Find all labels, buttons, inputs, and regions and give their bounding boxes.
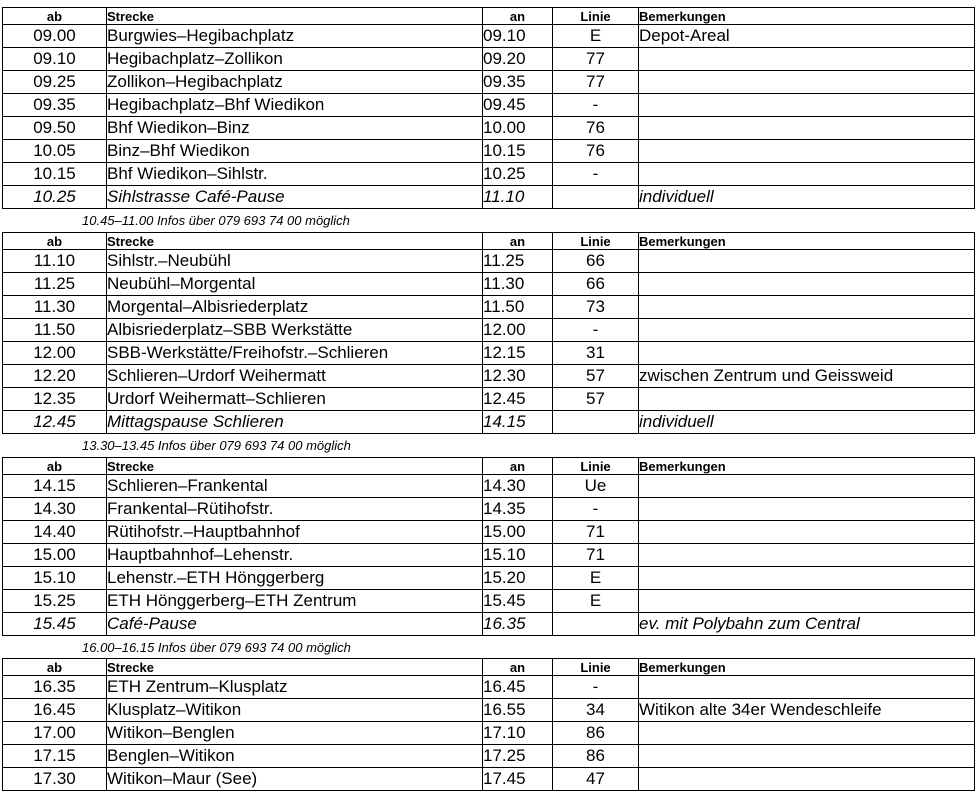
cell-bemerkungen [639,768,975,791]
cell-ab: 09.35 [3,94,107,117]
cell-an: 10.15 [483,140,553,163]
column-header-bemerkungen: Bemerkungen [639,233,975,250]
cell-bemerkungen [639,676,975,699]
column-header-ab: ab [3,458,107,475]
cell-linie: 57 [553,388,639,411]
cell-linie: - [553,94,639,117]
cell-ab: 14.15 [3,475,107,498]
cell-bemerkungen [639,590,975,613]
cell-strecke: Sihlstrasse Café-Pause [107,186,483,209]
cell-strecke: Sihlstr.–Neubühl [107,250,483,273]
cell-linie [553,613,639,636]
table-row [3,411,975,434]
cell-ab: 16.35 [3,676,107,699]
cell-an: 17.45 [483,768,553,791]
cell-bemerkungen [639,722,975,745]
cell-ab: 12.20 [3,365,107,388]
cell-linie: 86 [553,745,639,768]
cell-bemerkungen: Witikon alte 34er Wendeschleife [639,699,975,722]
column-header-ab: ab [3,659,107,676]
table-row [3,48,975,71]
cell-strecke: Mittagspause Schlieren [107,411,483,434]
cell-ab: 09.25 [3,71,107,94]
cell-strecke: Witikon–Maur (See) [107,768,483,791]
cell-bemerkungen: ev. mit Polybahn zum Central [639,613,975,636]
cell-ab: 12.45 [3,411,107,434]
cell-linie: 66 [553,273,639,296]
table-row [3,25,975,48]
cell-bemerkungen [639,296,975,319]
cell-bemerkungen [639,163,975,186]
cell-strecke: ETH Zentrum–Klusplatz [107,676,483,699]
cell-linie [553,411,639,434]
cell-bemerkungen [639,544,975,567]
table-row [3,163,975,186]
cell-linie: Ue [553,475,639,498]
cell-an: 11.25 [483,250,553,273]
cell-linie: - [553,163,639,186]
cell-bemerkungen [639,388,975,411]
cell-bemerkungen: individuell [639,411,975,434]
cell-strecke: SBB-Werkstätte/Freihofstr.–Schlieren [107,342,483,365]
cell-linie: 77 [553,71,639,94]
table-row [3,699,975,722]
cell-linie: 76 [553,140,639,163]
cell-an: 12.45 [483,388,553,411]
cell-strecke: Morgental–Albisriederplatz [107,296,483,319]
table-row [3,521,975,544]
cell-strecke: Schlieren–Urdorf Weihermatt [107,365,483,388]
table-row [3,365,975,388]
info-note: 16.00–16.15 Infos über 079 693 74 00 möglich [82,640,351,655]
cell-an: 15.45 [483,590,553,613]
table-row [3,273,975,296]
cell-strecke: Hauptbahnhof–Lehenstr. [107,544,483,567]
cell-linie: - [553,676,639,699]
cell-ab: 14.30 [3,498,107,521]
cell-strecke: Bhf Wiedikon–Binz [107,117,483,140]
table-row [3,319,975,342]
cell-bemerkungen [639,498,975,521]
column-header-an: an [483,659,553,676]
column-header-bemerkungen: Bemerkungen [639,458,975,475]
column-header-strecke: Strecke [107,8,483,25]
table-row [3,567,975,590]
cell-ab: 16.45 [3,699,107,722]
cell-linie: 76 [553,117,639,140]
cell-ab: 15.45 [3,613,107,636]
column-header-ab: ab [3,8,107,25]
cell-linie: E [553,590,639,613]
cell-strecke: Schlieren–Frankental [107,475,483,498]
cell-bemerkungen [639,342,975,365]
schedule-table-2 [2,232,975,434]
cell-ab: 17.30 [3,768,107,791]
cell-linie: 71 [553,544,639,567]
cell-an: 16.35 [483,613,553,636]
cell-an: 17.10 [483,722,553,745]
table-row [3,250,975,273]
cell-strecke: Binz–Bhf Wiedikon [107,140,483,163]
table-row [3,745,975,768]
cell-strecke: Café-Pause [107,613,483,636]
cell-ab: 10.15 [3,163,107,186]
cell-ab: 10.05 [3,140,107,163]
cell-strecke: Zollikon–Hegibachplatz [107,71,483,94]
cell-bemerkungen [639,521,975,544]
cell-an: 10.00 [483,117,553,140]
cell-ab: 11.30 [3,296,107,319]
cell-bemerkungen: Depot-Areal [639,25,975,48]
cell-an: 11.30 [483,273,553,296]
cell-strecke: Neubühl–Morgental [107,273,483,296]
cell-bemerkungen [639,117,975,140]
column-header-an: an [483,458,553,475]
cell-linie: 66 [553,250,639,273]
column-header-an: an [483,8,553,25]
cell-strecke: Albisriederplatz–SBB Werkstätte [107,319,483,342]
cell-an: 12.00 [483,319,553,342]
cell-an: 16.45 [483,676,553,699]
table-row [3,498,975,521]
table-row [3,140,975,163]
cell-strecke: Hegibachplatz–Zollikon [107,48,483,71]
column-header-linie: Linie [553,233,639,250]
cell-bemerkungen [639,140,975,163]
cell-linie: E [553,567,639,590]
table-row [3,388,975,411]
header-row [3,8,975,25]
table-row [3,613,975,636]
cell-linie: 71 [553,521,639,544]
cell-an: 15.10 [483,544,553,567]
cell-an: 14.35 [483,498,553,521]
column-header-bemerkungen: Bemerkungen [639,659,975,676]
cell-strecke: Frankental–Rütihofstr. [107,498,483,521]
cell-ab: 14.40 [3,521,107,544]
cell-linie [553,186,639,209]
cell-strecke: Burgwies–Hegibachplatz [107,25,483,48]
cell-strecke: Hegibachplatz–Bhf Wiedikon [107,94,483,117]
cell-bemerkungen [639,48,975,71]
cell-ab: 09.50 [3,117,107,140]
table-row [3,722,975,745]
header-row [3,233,975,250]
column-header-linie: Linie [553,659,639,676]
column-header-linie: Linie [553,458,639,475]
cell-an: 14.30 [483,475,553,498]
cell-linie: 57 [553,365,639,388]
schedule-table-4 [2,658,975,791]
cell-ab: 10.25 [3,186,107,209]
cell-an: 09.35 [483,71,553,94]
info-note: 10.45–11.00 Infos über 079 693 74 00 möglich [82,213,350,228]
cell-an: 09.20 [483,48,553,71]
table-row [3,768,975,791]
cell-linie: - [553,498,639,521]
cell-linie: 73 [553,296,639,319]
cell-ab: 15.00 [3,544,107,567]
cell-linie: 47 [553,768,639,791]
cell-bemerkungen [639,475,975,498]
cell-ab: 09.00 [3,25,107,48]
cell-an: 11.50 [483,296,553,319]
table-row [3,676,975,699]
schedule-table-3 [2,457,975,636]
table-row [3,544,975,567]
cell-strecke: ETH Hönggerberg–ETH Zentrum [107,590,483,613]
table-row [3,94,975,117]
cell-linie: 34 [553,699,639,722]
cell-ab: 12.35 [3,388,107,411]
table-row [3,342,975,365]
cell-an: 16.55 [483,699,553,722]
table-row [3,71,975,94]
cell-an: 10.25 [483,163,553,186]
cell-bemerkungen [639,273,975,296]
cell-strecke: Rütihofstr.–Hauptbahnhof [107,521,483,544]
cell-an: 15.00 [483,521,553,544]
info-note: 13.30–13.45 Infos über 079 693 74 00 möglich [82,438,351,453]
table-row [3,186,975,209]
cell-bemerkungen: zwischen Zentrum und Geissweid [639,365,975,388]
column-header-strecke: Strecke [107,458,483,475]
cell-an: 15.20 [483,567,553,590]
table-row [3,590,975,613]
column-header-an: an [483,233,553,250]
cell-strecke: Benglen–Witikon [107,745,483,768]
cell-an: 12.30 [483,365,553,388]
cell-bemerkungen: individuell [639,186,975,209]
cell-an: 11.10 [483,186,553,209]
cell-linie: 86 [553,722,639,745]
column-header-ab: ab [3,233,107,250]
cell-bemerkungen [639,94,975,117]
cell-ab: 11.25 [3,273,107,296]
column-header-linie: Linie [553,8,639,25]
cell-bemerkungen [639,71,975,94]
schedule-table-1 [2,7,975,209]
cell-strecke: Bhf Wiedikon–Sihlstr. [107,163,483,186]
cell-an: 14.15 [483,411,553,434]
cell-strecke: Urdorf Weihermatt–Schlieren [107,388,483,411]
cell-ab: 15.25 [3,590,107,613]
cell-ab: 17.15 [3,745,107,768]
column-header-bemerkungen: Bemerkungen [639,8,975,25]
column-header-strecke: Strecke [107,659,483,676]
cell-ab: 09.10 [3,48,107,71]
table-row [3,117,975,140]
cell-ab: 11.50 [3,319,107,342]
cell-bemerkungen [639,250,975,273]
cell-linie: E [553,25,639,48]
cell-strecke: Witikon–Benglen [107,722,483,745]
cell-an: 17.25 [483,745,553,768]
cell-strecke: Lehenstr.–ETH Hönggerberg [107,567,483,590]
cell-an: 09.10 [483,25,553,48]
table-row [3,475,975,498]
header-row [3,659,975,676]
cell-linie: - [553,319,639,342]
cell-ab: 11.10 [3,250,107,273]
column-header-strecke: Strecke [107,233,483,250]
cell-strecke: Klusplatz–Witikon [107,699,483,722]
cell-bemerkungen [639,745,975,768]
cell-an: 12.15 [483,342,553,365]
cell-linie: 77 [553,48,639,71]
table-row [3,296,975,319]
header-row [3,458,975,475]
cell-an: 09.45 [483,94,553,117]
cell-ab: 12.00 [3,342,107,365]
cell-ab: 17.00 [3,722,107,745]
cell-bemerkungen [639,319,975,342]
cell-ab: 15.10 [3,567,107,590]
cell-linie: 31 [553,342,639,365]
cell-bemerkungen [639,567,975,590]
